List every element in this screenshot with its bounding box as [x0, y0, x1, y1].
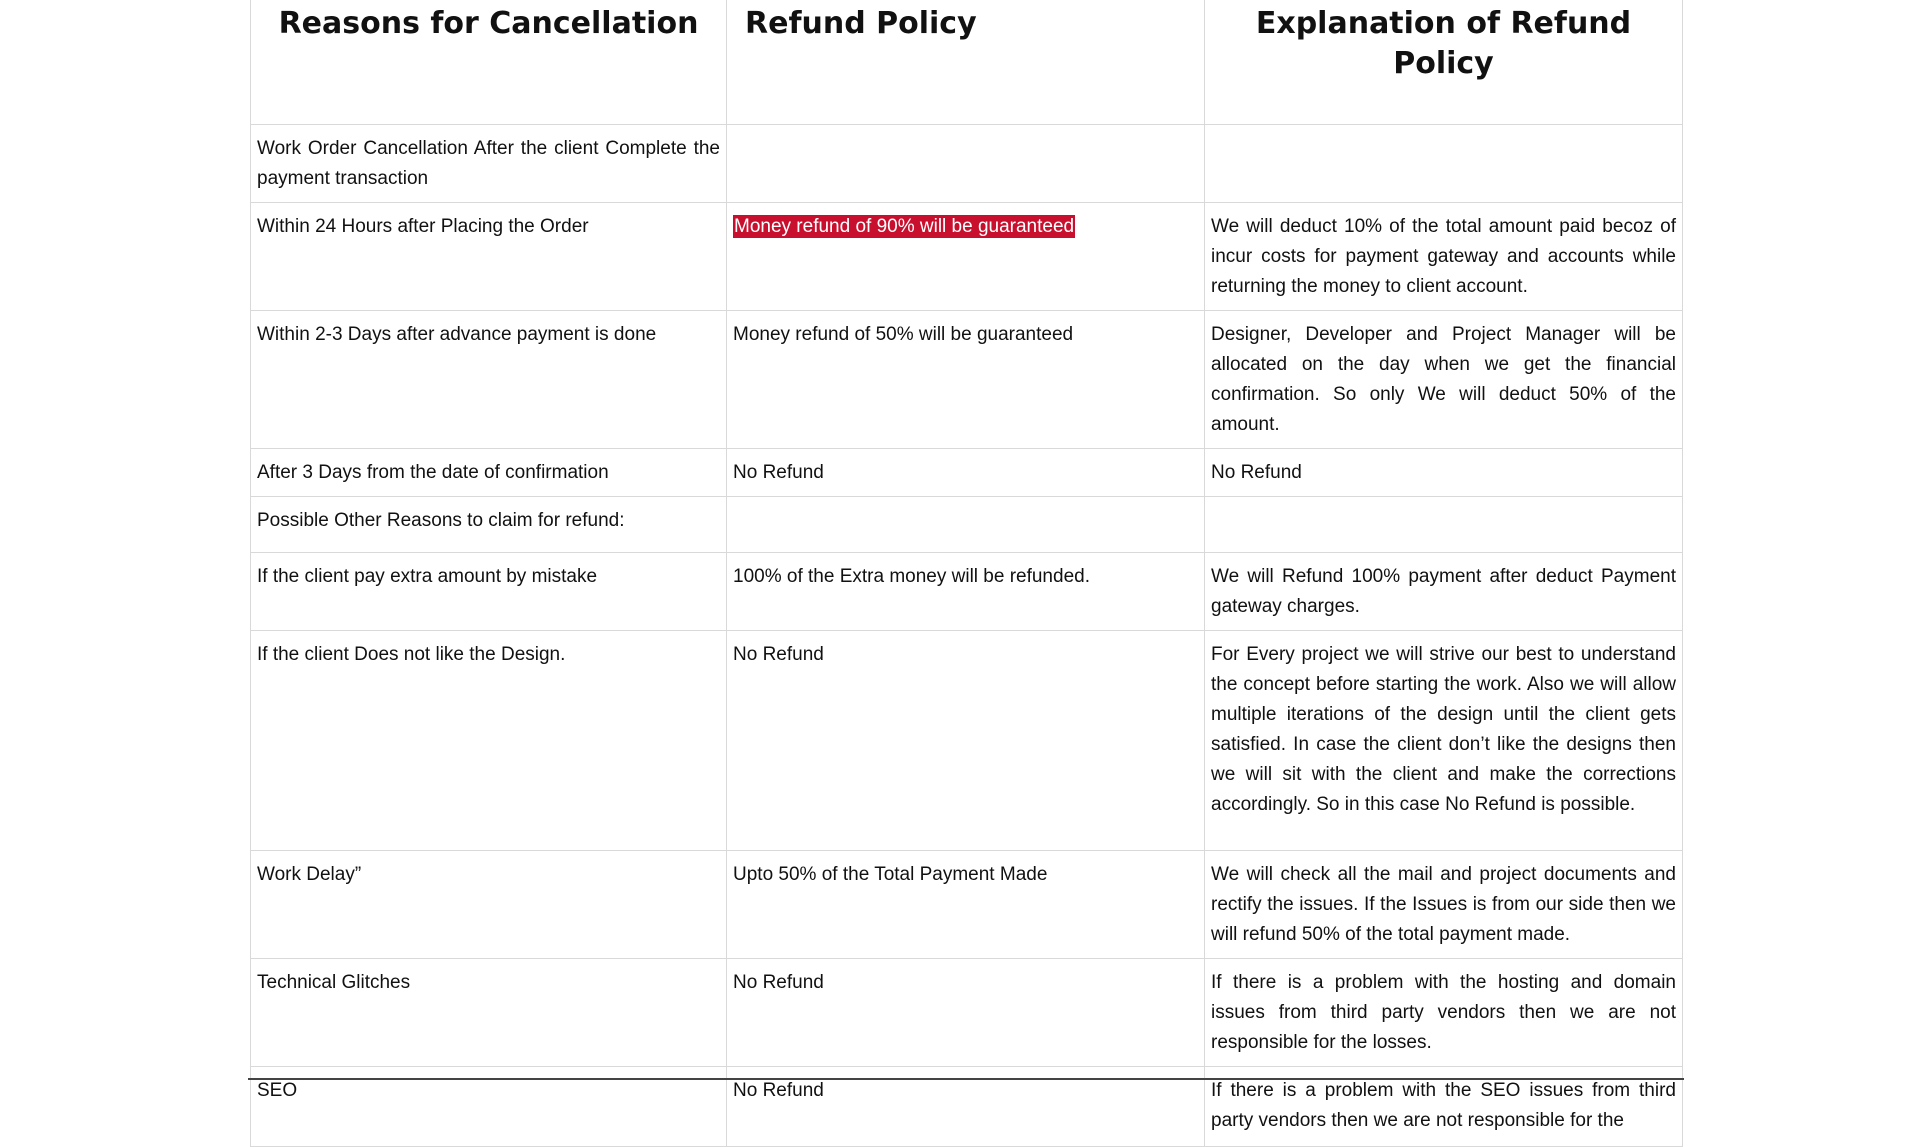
explanation-cell: We will check all the mail and project documents and rectify the issues. If the Issues is from our side then we will refund 50% of the total payment made. [1205, 850, 1683, 958]
header-refund-policy: Refund Policy [727, 0, 1205, 124]
reason-cell: Within 2-3 Days after advance payment is done [251, 310, 727, 448]
explanation-cell [1205, 496, 1683, 552]
policy-cell: Money refund of 50% will be guaranteed [727, 310, 1205, 448]
explanation-cell: No Refund [1205, 448, 1683, 496]
explanation-cell [1205, 124, 1683, 202]
table-row [251, 124, 1683, 202]
reason-cell: After 3 Days from the date of confirmation [251, 448, 727, 496]
page-bottom-border [248, 1078, 1684, 1080]
reason-cell: Within 24 Hours after Placing the Order [251, 202, 727, 310]
policy-cell [727, 496, 1205, 552]
reason-cell: If the client Does not like the Design. [251, 630, 727, 850]
reason-cell: Technical Glitches [251, 958, 727, 1066]
table-row [251, 496, 1683, 552]
explanation-cell: We will Refund 100% payment after deduct Payment gateway charges. [1205, 552, 1683, 630]
policy-cell: No Refund [727, 630, 1205, 850]
explanation-cell: If there is a problem with the SEO issues from third party vendors then we are not responsible for the [1205, 1066, 1683, 1146]
table-row [251, 552, 1683, 630]
policy-cell [727, 202, 1205, 310]
reason-cell: Possible Other Reasons to claim for refund: [251, 496, 727, 552]
table-row [251, 850, 1683, 958]
table-row [251, 958, 1683, 1066]
table-row [251, 202, 1683, 310]
reason-cell: If the client pay extra amount by mistake [251, 552, 727, 630]
highlighted-policy-text: Money refund of 90% will be guaranteed [734, 215, 1075, 237]
explanation-cell: If there is a problem with the hosting and domain issues from third party vendors then we are not responsible for the losses. [1205, 958, 1683, 1066]
policy-cell: 100% of the Extra money will be refunded. [727, 552, 1205, 630]
table-row [251, 630, 1683, 850]
header-explanation-of-refund-policy: Explanation of Refund Policy [1205, 0, 1683, 124]
table-row [251, 310, 1683, 448]
policy-cell: No Refund [727, 448, 1205, 496]
policy-cell: No Refund [727, 1066, 1205, 1146]
reason-cell: Work Order Cancellation After the client Complete the payment transaction [251, 124, 727, 202]
refund-policy-table-container [250, 0, 1682, 1131]
policy-cell: Upto 50% of the Total Payment Made [727, 850, 1205, 958]
policy-cell [727, 124, 1205, 202]
explanation-cell: We will deduct 10% of the total amount paid becoz of incur costs for payment gateway and accounts while returning the money to client account. [1205, 202, 1683, 310]
policy-cell: No Refund [727, 958, 1205, 1066]
refund-policy-table [250, 0, 1683, 1147]
header-reasons-for-cancellation: Reasons for Cancellation [251, 0, 727, 124]
explanation-cell: For Every project we will strive our best to understand the concept before starting the work. Also we will allow multiple iterations of the design until the client gets satisfied. In case the client don’t like the designs then we will sit with the client and make the corrections accordingly. So in this case No Refund is possible. [1205, 630, 1683, 850]
table-header-row [251, 0, 1683, 124]
table-row [251, 448, 1683, 496]
reason-cell: Work Delay” [251, 850, 727, 958]
reason-cell: SEO [251, 1066, 727, 1146]
explanation-cell: Designer, Developer and Project Manager will be allocated on the day when we get the financial confirmation. So only We will deduct 50% of the amount. [1205, 310, 1683, 448]
